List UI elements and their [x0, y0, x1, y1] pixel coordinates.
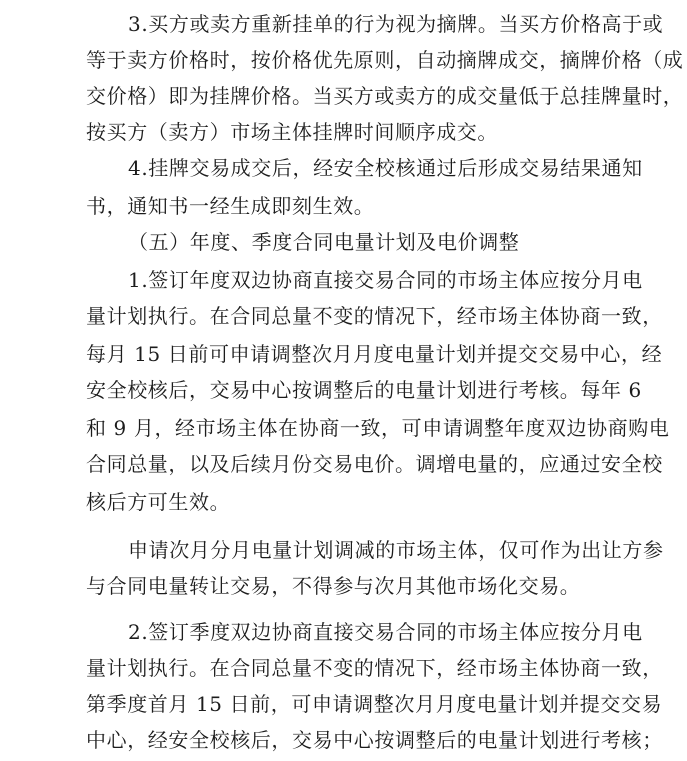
text-line: 和 9 月，经市场主体在协商一致，可申请调整年度双边协商购电	[86, 416, 670, 440]
text-line: 合同总量，以及后续月份交易电价。调增电量的，应通过安全校	[86, 452, 663, 476]
text-line: 申请次月分月电量计划调减的市场主体，仅可作为出让方参	[128, 538, 664, 562]
text-line: 等于卖方价格时，按价格优先原则，自动摘牌成交，摘牌价格（成	[86, 48, 684, 72]
text-line: 中心，经安全校核后，交易中心按调整后的电量计划进行考核；	[86, 728, 663, 752]
section-heading: （五）年度、季度合同电量计划及电价调整	[128, 230, 520, 254]
text-line: 4.挂牌交易成交后，经安全校核通过后形成交易结果通知	[128, 156, 643, 180]
text-line: 安全校核后，交易中心按调整后的电量计划进行考核。每年 6	[86, 378, 642, 402]
text-line: 按买方（卖方）市场主体挂牌时间顺序成交。	[86, 120, 498, 144]
text-line: 交价格）即为挂牌价格。当买方或卖方的成交量低于总挂牌量时，	[86, 84, 684, 108]
text-line: 2.签订季度双边协商直接交易合同的市场主体应按分月电	[128, 620, 643, 644]
text-line: 第季度首月 15 日前，可申请调整次月月度电量计划并提交交易	[86, 692, 663, 716]
text-line: 量计划执行。在合同总量不变的情况下，经市场主体协商一致，	[86, 304, 663, 328]
text-line: 核后方可生效。	[86, 490, 231, 514]
text-line: 量计划执行。在合同总量不变的情况下，经市场主体协商一致，	[86, 656, 663, 680]
text-line: 3.买方或卖方重新挂单的行为视为摘牌。当买方价格高于或	[128, 12, 664, 36]
text-line: 书，通知书一经生成即刻生效。	[86, 194, 375, 218]
text-line: 每月 15 日前可申请调整次月月度电量计划并提交交易中心，经	[86, 342, 663, 366]
text-line: 1.签订年度双边协商直接交易合同的市场主体应按分月电	[128, 268, 643, 292]
text-line: 与合同电量转让交易，不得参与次月其他市场化交易。	[86, 574, 581, 598]
